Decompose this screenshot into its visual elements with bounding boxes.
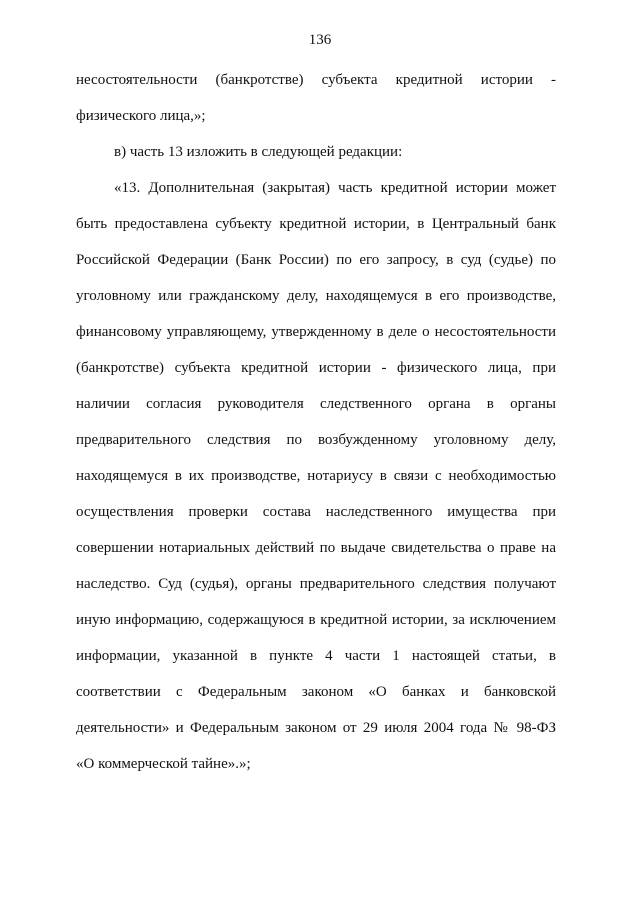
text-line: финансовому управляющему, утвержденному в деле о несостоятельности: [76, 324, 556, 340]
text-line: быть предоставлена субъекту кредитной истории, в Центральный банк: [76, 216, 556, 232]
text-line: наследство. Суд (судья), органы предварительного следствия получают: [76, 576, 556, 592]
text-line: уголовному или гражданскому делу, находящемуся в его производстве,: [76, 288, 556, 304]
text-line: находящемуся в их производстве, нотариусу в связи с необходимостью: [76, 468, 556, 484]
text-line: осуществления проверки состава наследственного имущества при: [76, 504, 556, 520]
text-line: предварительного следствия по возбужденному уголовному делу,: [76, 432, 556, 448]
text-line: наличии согласия руководителя следственного органа в органы: [76, 396, 556, 412]
page-number: 136: [308, 32, 332, 48]
text-line: в) часть 13 изложить в следующей редакции:: [114, 144, 403, 160]
text-line: совершении нотариальных действий по выдаче свидетельства о праве на: [76, 540, 556, 556]
text-line: Российской Федерации (Банк России) по его запросу, в суд (судье) по: [76, 252, 556, 268]
text-line: иную информацию, содержащуюся в кредитной истории, за исключением: [76, 612, 556, 628]
text-line: (банкротстве) субъекта кредитной истории - физического лица, при: [76, 360, 556, 376]
text-line: «О коммерческой тайне».»;: [76, 756, 251, 772]
text-line: «13. Дополнительная (закрытая) часть кредитной истории может: [114, 180, 556, 196]
text-line: физического лица,»;: [76, 108, 206, 124]
text-line: деятельности» и Федеральным законом от 29 июля 2004 года № 98-ФЗ: [76, 720, 556, 736]
text-line: соответствии с Федеральным законом «О банках и банковской: [76, 684, 556, 700]
text-line: несостоятельности (банкротстве) субъекта кредитной истории -: [76, 72, 556, 88]
text-line: информации, указанной в пункте 4 части 1 настоящей статьи, в: [76, 648, 556, 664]
